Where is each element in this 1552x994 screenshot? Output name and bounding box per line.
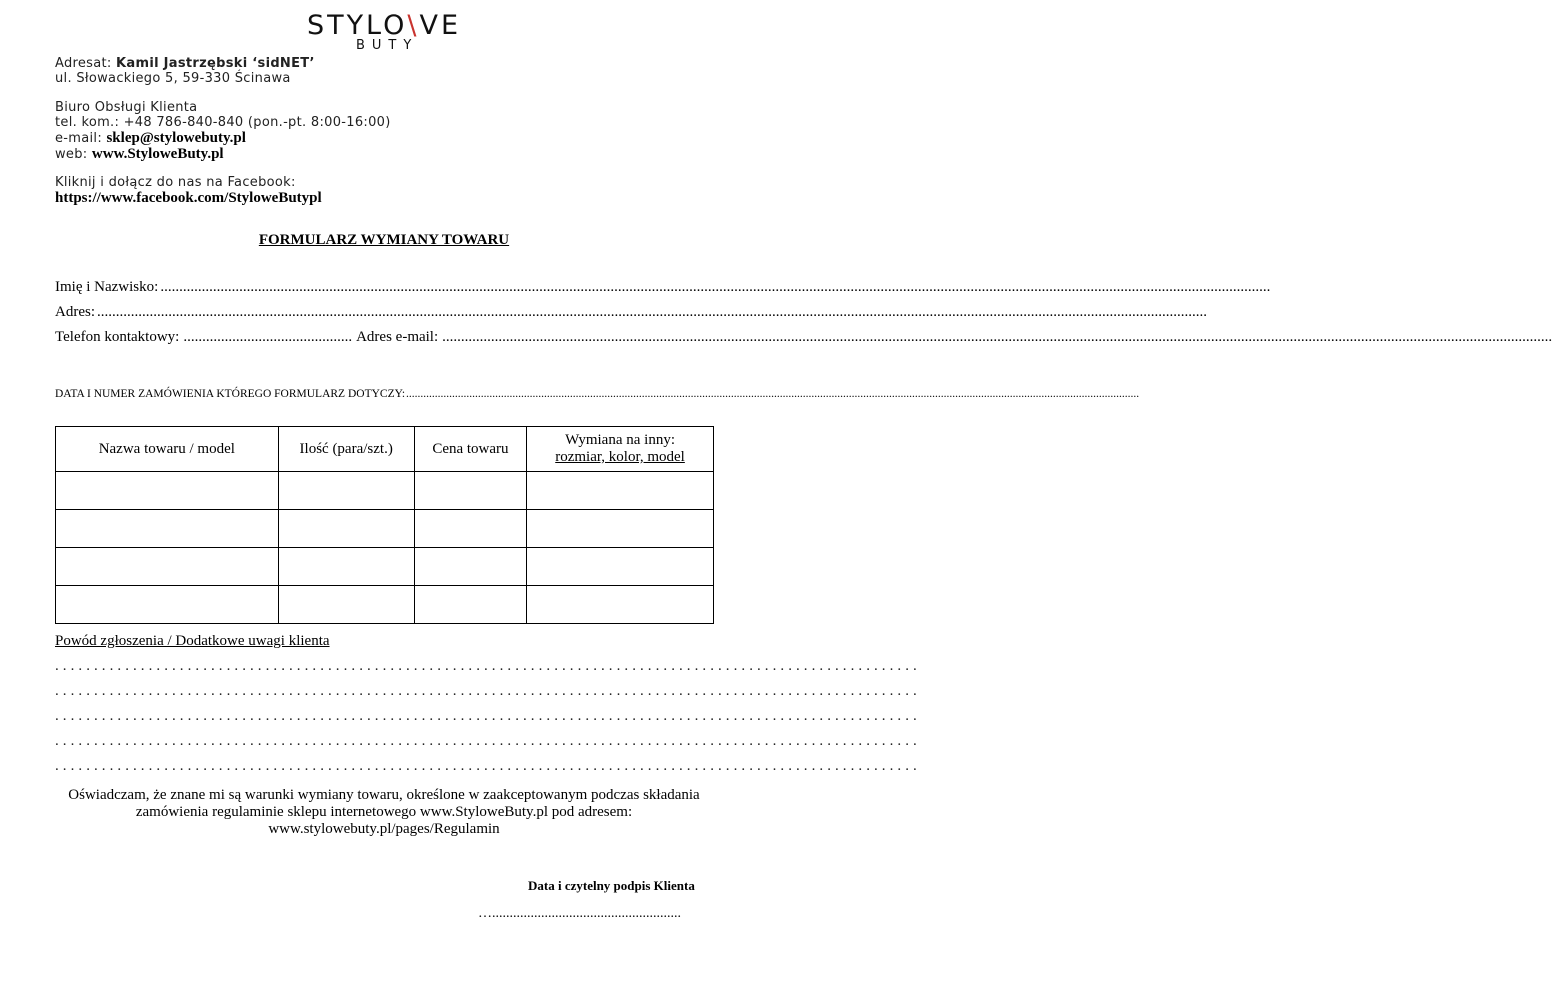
reason-line-4[interactable]: ............................................................................................................... xyxy=(55,733,921,749)
contact-row xyxy=(55,329,714,346)
signature-field[interactable]: …...................................................... xyxy=(478,906,681,921)
header-quantity: Ilość (para/szt.) xyxy=(278,427,414,472)
email-dots[interactable] xyxy=(442,329,1552,346)
header-product: Nazwa towaru / model xyxy=(56,427,279,472)
email-link[interactable]: sklep@stylowebuty.pl xyxy=(106,130,246,146)
table-cell[interactable] xyxy=(278,472,414,510)
facebook-link[interactable]: https://www.facebook.com/StyloweButypl xyxy=(55,190,322,206)
table-cell[interactable] xyxy=(414,472,526,510)
table-cell[interactable] xyxy=(527,548,714,586)
reason-label: Powód zgłoszenia / Dodatkowe uwagi klienta xyxy=(55,633,330,649)
declaration-text xyxy=(30,787,738,838)
table-row xyxy=(56,472,714,510)
logo-text-post: VE xyxy=(419,10,462,41)
reason-line-3[interactable]: ............................................................................................................... xyxy=(55,708,921,724)
email-label: e-mail: xyxy=(55,131,103,146)
addressee-address: ul. Słowackiego 5, 59-330 Ścinawa xyxy=(55,71,291,86)
name-label: Imię i Nazwisko: xyxy=(55,279,159,295)
addressee-line xyxy=(55,56,315,71)
address-dots xyxy=(97,304,1207,321)
table-header-row xyxy=(56,427,714,472)
service-email-line xyxy=(55,130,246,147)
table-cell[interactable] xyxy=(56,586,279,624)
addressee-label: Adresat: xyxy=(55,56,112,71)
items-table xyxy=(55,426,714,624)
reason-line-5[interactable]: ............................................................................................................... xyxy=(55,758,921,774)
reason-line-2[interactable]: ............................................................................................................... xyxy=(55,683,921,699)
facebook-invite: Kliknij i dołącz do nas na Facebook: xyxy=(55,175,296,190)
service-web-line xyxy=(55,146,224,163)
table-row xyxy=(56,548,714,586)
declaration-line-3: www.stylowebuty.pl/pages/Regulamin xyxy=(268,821,500,837)
web-label: web: xyxy=(55,147,88,162)
declaration-line-1: Oświadczam, że znane mi są warunki wymiany towaru, określone w zaakceptowanym podczas składania xyxy=(68,787,700,803)
table-cell[interactable] xyxy=(56,510,279,548)
table-cell[interactable] xyxy=(414,510,526,548)
email-field-label: Adres e-mail: xyxy=(356,329,439,345)
name-dots xyxy=(160,279,1270,296)
table-cell[interactable] xyxy=(527,510,714,548)
header-price: Cena towaru xyxy=(414,427,526,472)
brand-logo xyxy=(0,10,768,41)
table-cell[interactable] xyxy=(56,548,279,586)
service-title: Biuro Obsługi Klienta xyxy=(55,100,198,115)
header-exchange xyxy=(527,427,714,472)
table-cell[interactable] xyxy=(527,472,714,510)
table-cell[interactable] xyxy=(414,548,526,586)
declaration-line-2: zamówienia regulaminie sklepu internetowego www.StyloweButy.pl pod adresem: xyxy=(135,804,633,820)
order-dots xyxy=(406,388,1139,400)
order-label: DATA I NUMER ZAMÓWIENIA KTÓREGO FORMULARZ DOTYCZY: xyxy=(55,388,406,400)
address-field[interactable] xyxy=(55,304,714,321)
logo-subtitle: BUTY xyxy=(356,38,419,53)
name-field[interactable] xyxy=(55,279,714,296)
addressee-name: Kamil Jastrzębski ‘sidNET’ xyxy=(116,56,315,71)
phone-label: Telefon kontaktowy: xyxy=(55,329,180,345)
logo-accent: \ xyxy=(407,10,420,41)
table-cell[interactable] xyxy=(278,510,414,548)
header-exchange-line1: Wymiana na inny: xyxy=(565,432,675,448)
address-label: Adres: xyxy=(55,304,95,320)
table-cell[interactable] xyxy=(56,472,279,510)
logo-text-pre: STYLO xyxy=(306,10,408,41)
phone-dots[interactable]: ............................................. xyxy=(183,329,353,345)
form-title: FORMULARZ WYMIANY TOWARU xyxy=(258,232,510,248)
order-field[interactable] xyxy=(55,388,714,400)
table-row xyxy=(56,510,714,548)
table-cell[interactable] xyxy=(527,586,714,624)
web-link[interactable]: www.StyloweButy.pl xyxy=(91,146,224,162)
header-exchange-line2: rozmiar, kolor, model xyxy=(555,449,685,465)
reason-line-1[interactable]: ............................................................................................................... xyxy=(55,658,921,674)
table-cell[interactable] xyxy=(414,586,526,624)
table-row xyxy=(56,586,714,624)
table-cell[interactable] xyxy=(278,586,414,624)
service-phone: tel. kom.: +48 786-840-840 (pon.-pt. 8:00-16:00) xyxy=(55,115,391,130)
table-cell[interactable] xyxy=(278,548,414,586)
signature-label: Data i czytelny podpis Klienta xyxy=(528,878,695,893)
